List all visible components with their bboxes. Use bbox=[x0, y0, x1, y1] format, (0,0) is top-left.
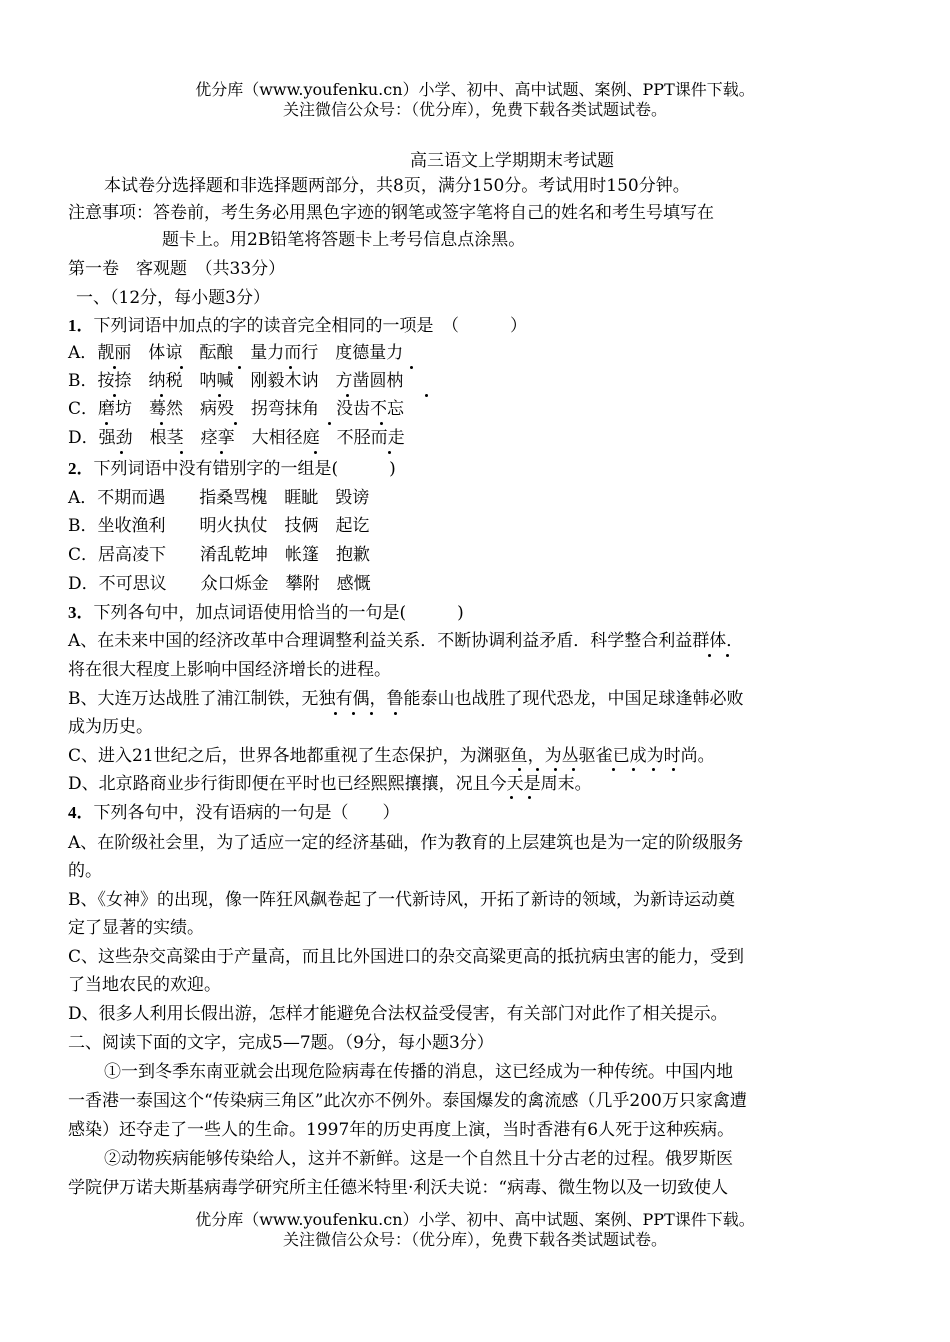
section-two-heading: 二、阅读下面的文字，完成5—7题。（9分，每小题3分） bbox=[68, 1033, 494, 1053]
question-3-number: 3． bbox=[68, 603, 94, 622]
question-2-number: 2． bbox=[68, 459, 94, 478]
question-3-option-a-line-1: A、在未来中国的经济改革中合理调整利益关系．不断协调利益矛盾．科学整合利益群体． bbox=[68, 631, 744, 651]
question-4-option-d: D、很多人利用长假出游，怎样才能避免合法权益受侵害，有关部门对此作了相关提示。 bbox=[68, 1004, 728, 1024]
question-2-option-c: C．居高凌下 淆乱乾坤 帐篷 抱歉 bbox=[68, 545, 371, 565]
notice-line-2: 题卡上。用2B铅笔将答题卡上考号信息点涂黑。 bbox=[162, 230, 526, 250]
question-3-option-a-line-2: 将在很大程度上影响中国经济增长的进程。 bbox=[68, 660, 391, 680]
emphasis-dot bbox=[388, 451, 391, 454]
emphasis-dot bbox=[180, 451, 183, 454]
question-1-option-a: A．靓丽 体谅 酝酿 量力而行 度德量力 bbox=[68, 343, 404, 363]
question-3-option-b-line-2: 成为历史。 bbox=[68, 717, 153, 737]
question-1-number: 1． bbox=[68, 316, 94, 335]
question-2-option-d: D．不可思议 众口烁金 攀附 感慨 bbox=[68, 574, 371, 594]
question-1 bbox=[68, 313, 527, 339]
section-one-heading: 一、（12分，每小题3分） bbox=[76, 288, 270, 308]
reading-paragraph-1-line-2: 一香港一泰国这个“传染病三角区”此次亦不例外。泰国爆发的禽流感（几乎200万只家禽遭 bbox=[68, 1091, 747, 1111]
emphasis-dot bbox=[425, 394, 428, 397]
emphasis-dot bbox=[220, 451, 223, 454]
question-4-option-a-line-1: A、在阶级社会里，为了适应一定的经济基础，作为教育的上层建筑也是为一定的阶级服务 bbox=[68, 833, 744, 853]
footer-line-2: 关注微信公众号：（优分库），免费下载各类试题试卷。 bbox=[282, 1230, 667, 1249]
question-4-option-a-line-2: 的。 bbox=[68, 861, 102, 881]
question-2 bbox=[68, 456, 396, 482]
emphasis-dot bbox=[352, 712, 355, 715]
question-1-stem: 下列词语中加点的字的读音完全相同的一项是 （ ） bbox=[93, 316, 527, 336]
question-4-number: 4． bbox=[68, 803, 94, 822]
question-4-option-c-line-2: 了当地农民的欢迎。 bbox=[68, 975, 221, 995]
question-2-option-a: A．不期而遇 指桑骂槐 睚眦 毁谤 bbox=[68, 488, 370, 508]
page-title: 高三语文上学期期末考试题 bbox=[410, 151, 614, 171]
footer-line-1: 优分库（www.youfenku.cn）小学、初中、高中试题、案例、PPT课件下载。 bbox=[195, 1210, 755, 1229]
question-3 bbox=[68, 600, 464, 626]
question-3-stem: 下列各句中，加点词语使用恰当的一句是( ) bbox=[93, 603, 464, 623]
question-4-option-b-line-2: 定了显著的实绩。 bbox=[68, 918, 204, 938]
question-3-option-b-line-1: B、大连万达战胜了浦江制铁，无独有偶，鲁能泰山也战胜了现代恐龙，中国足球逢韩必败 bbox=[68, 689, 744, 709]
question-2-stem: 下列词语中没有错别字的一组是( ) bbox=[93, 459, 396, 479]
question-4-option-b-line-1: B、《女神》的出现，像一阵狂风飙卷起了一代新诗风，开拓了新诗的领域，为新诗运动奠 bbox=[68, 890, 735, 910]
part-one-heading: 第一卷 客观题 （共33分） bbox=[68, 259, 286, 279]
reading-paragraph-2-line-1: ②动物疾病能够传染给人，这并不新鲜。这是一个自然且十分古老的过程。俄罗斯医 bbox=[104, 1149, 733, 1169]
question-4 bbox=[68, 800, 400, 826]
emphasis-dot bbox=[708, 654, 711, 657]
header-line-2: 关注微信公众号：（优分库），免费下载各类试题试卷。 bbox=[282, 100, 667, 119]
reading-paragraph-1-line-1: ①一到冬季东南亚就会出现危险病毒在传播的消息，这已经成为一种传统。中国内地 bbox=[104, 1062, 733, 1082]
intro-text: 本试卷分选择题和非选择题两部分，共8页，满分150分。考试用时150分钟。 bbox=[104, 176, 690, 196]
emphasis-dot bbox=[726, 654, 729, 657]
emphasis-dot bbox=[120, 451, 123, 454]
emphasis-dot bbox=[314, 451, 317, 454]
header-line-1: 优分库（www.youfenku.cn）小学、初中、高中试题、案例、PPT课件下载。 bbox=[195, 80, 755, 99]
reading-paragraph-2-line-2: 学院伊万诺夫斯基病毒学研究所主任德米特里·利沃夫说：“病毒、微生物以及一切致使人 bbox=[68, 1178, 729, 1198]
question-2-option-b: B．坐收渔利 明火执仗 技俩 起讫 bbox=[68, 516, 370, 536]
question-1-option-c: C．磨坊 蓦然 病殁 拐弯抹角 没齿不忘 bbox=[68, 399, 405, 419]
question-1-option-d: D．强劲 根茎 痉挛 大相径庭 不胫而走 bbox=[68, 428, 405, 448]
emphasis-dot bbox=[410, 366, 413, 369]
notice-line-1: 注意事项：答卷前，考生务必用黑色字迹的钢笔或签字笔将自己的姓名和考生号填写在 bbox=[68, 203, 714, 223]
question-3-option-c: C、进入21世纪之后，世界各地都重视了生态保护，为渊驱鱼，为丛驱雀已成为时尚。 bbox=[68, 746, 715, 766]
question-4-option-c-line-1: C、这些杂交高粱由于产量高，而且比外国进口的杂交高粱更高的抵抗病虫害的能力，受到 bbox=[68, 947, 745, 967]
question-3-option-d: D、北京路商业步行街即便在平时也已经熙熙攘攘，况且今天是周末。 bbox=[68, 774, 592, 794]
question-4-stem: 下列各句中，没有语病的一句是（ ） bbox=[93, 803, 400, 823]
emphasis-dot bbox=[394, 712, 397, 715]
emphasis-dot bbox=[334, 712, 337, 715]
question-1-option-b: B．按捺 纳税 呐喊 刚毅木讷 方凿圆枘 bbox=[68, 371, 404, 391]
reading-paragraph-1-line-3: 感染）还夺走了一些人的生命。1997年的历史再度上演，当时香港有6人死于这种疾病。 bbox=[68, 1120, 735, 1140]
emphasis-dot bbox=[370, 712, 373, 715]
